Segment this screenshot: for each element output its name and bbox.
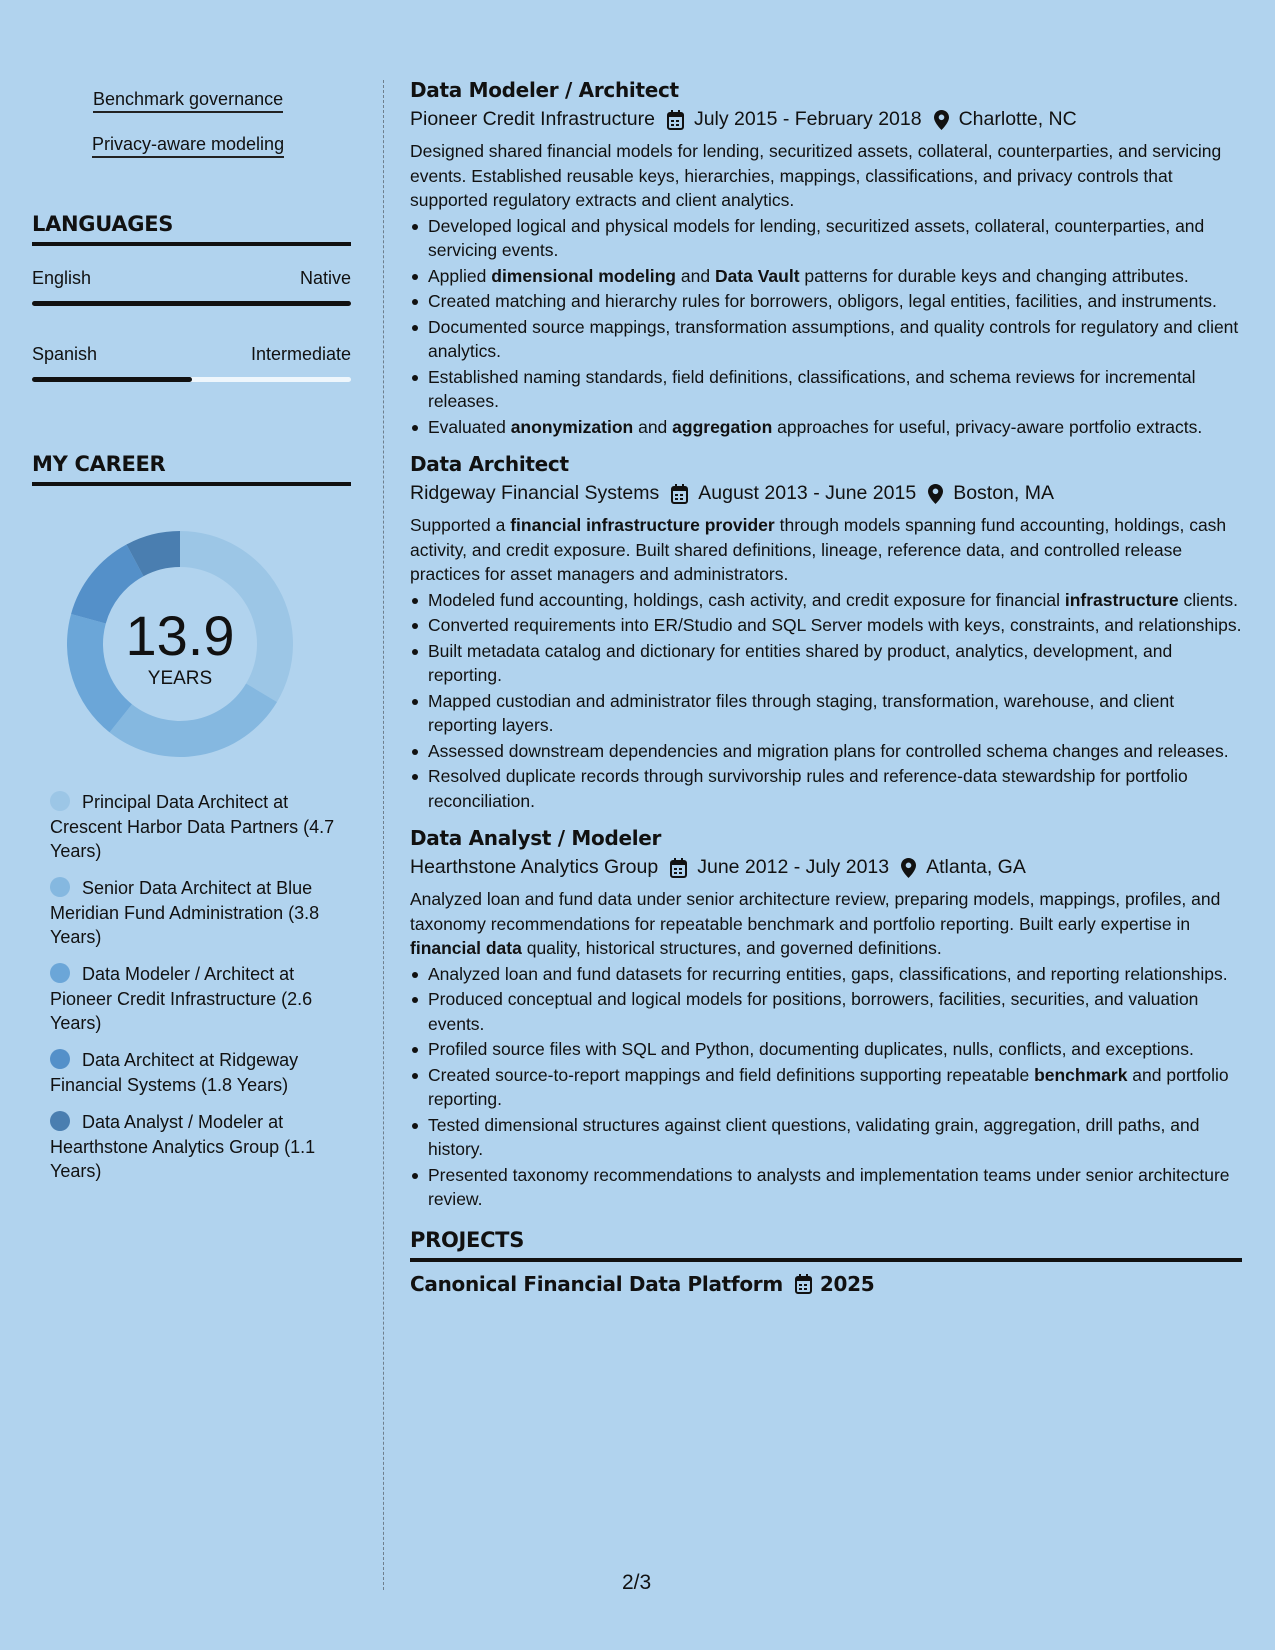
job-company: Ridgeway Financial Systems [410, 482, 660, 504]
job-bullet: Documented source mappings, transformation assumptions, and quality controls for regulatory and client analytics. [410, 315, 1242, 364]
career-legend-item [50, 1110, 340, 1184]
job-bullet: Mapped custodian and administrator files through staging, transformation, warehouse, and client reporting layers. [410, 689, 1242, 738]
job-bullet: Presented taxonomy recommendations to analysts and implementation teams under senior architecture review. [410, 1163, 1242, 1212]
job-location: Charlotte, NC [958, 108, 1077, 130]
career-legend-item [50, 790, 340, 864]
skill-tag: Benchmark governance [93, 89, 283, 113]
job-title: Data Architect [410, 452, 569, 476]
job-dates: August 2013 - June 2015 [698, 482, 917, 504]
legend-dot [50, 963, 70, 983]
projects-heading: PROJECTS [410, 1227, 525, 1252]
legend-label: Data Architect at Ridgeway Financial Systems (1.8 Years) [50, 1050, 299, 1095]
job-bullet: Tested dimensional structures against client questions, validating grain, aggregation, drill paths, and history. [410, 1113, 1242, 1162]
language-item [32, 344, 351, 382]
career-legend-item [50, 876, 340, 950]
project-item [410, 1272, 1242, 1296]
language-proficiency-fill [32, 301, 351, 306]
job-bullets [410, 962, 1242, 1212]
career-section [32, 452, 351, 486]
career-rule [32, 482, 351, 486]
career-total-years: 13.9 [125, 604, 235, 667]
projects-rule [410, 1258, 1242, 1262]
calendar-icon [670, 858, 687, 878]
career-heading: MY CAREER [32, 452, 166, 476]
map-pin-icon [934, 110, 949, 130]
language-proficiency-bar [32, 301, 351, 306]
calendar-icon [667, 110, 684, 130]
job-description: Analyzed loan and fund data under senior architecture review, preparing models, mappings, profiles, and taxonomy recommendations for repeatable benchmark and portfolio reporting. Built early expertise in financial data quality, historical structures, and governed definitions. [410, 889, 1221, 958]
job-entry [410, 78, 1242, 439]
donut-segment [67, 614, 132, 732]
map-pin-icon [901, 858, 916, 878]
career-legend-item [50, 1048, 340, 1097]
job-title: Data Modeler / Architect [410, 78, 679, 102]
job-description: Designed shared financial models for lending, securitized assets, collateral, counterparties, and servicing events. Established reusable keys, hierarchies, mappings, classifications, and privacy controls that supported regulatory extracts and client analytics. [410, 141, 1222, 210]
job-entry [410, 826, 1242, 1212]
language-item [32, 268, 351, 306]
job-title: Data Analyst / Modeler [410, 826, 662, 850]
language-proficiency-bar [32, 377, 351, 382]
language-name: English [32, 268, 92, 288]
language-level: Intermediate [250, 344, 351, 364]
legend-label: Senior Data Architect at Blue Meridian Fund Administration (3.8 Years) [50, 878, 320, 947]
calendar-icon [671, 484, 688, 504]
map-pin-icon [928, 484, 943, 504]
career-years-label: YEARS [147, 668, 213, 689]
career-legend-item [50, 962, 340, 1036]
job-bullet: Resolved duplicate records through survivorship rules and reference-data stewardship for portfolio reconciliation. [410, 764, 1242, 813]
experience-column [410, 78, 1242, 1296]
project-year: 2025 [819, 1271, 875, 1296]
job-company: Hearthstone Analytics Group [410, 856, 659, 878]
job-location: Boston, MA [953, 482, 1054, 504]
job-bullet: Produced conceptual and logical models for positions, borrowers, facilities, securities, and valuation events. [410, 987, 1242, 1036]
skill-tag: Privacy-aware modeling [92, 134, 284, 158]
job-meta [410, 856, 1242, 879]
legend-label: Principal Data Architect at Crescent Harbor Data Partners (4.7 Years) [50, 792, 335, 861]
page-number: 2/3 [622, 1571, 652, 1594]
job-bullets [410, 214, 1242, 440]
job-bullet: Created source-to-report mappings and field definitions supporting repeatable benchmark and portfolio reporting. [410, 1063, 1242, 1112]
job-company: Pioneer Credit Infrastructure [410, 108, 655, 130]
projects-section [410, 1228, 1242, 1296]
job-location: Atlanta, GA [926, 856, 1026, 878]
language-proficiency-fill [32, 377, 192, 382]
job-bullets [410, 588, 1242, 814]
donut-segment [110, 683, 277, 757]
job-dates: July 2015 - February 2018 [693, 108, 922, 130]
calendar-icon [795, 1274, 812, 1294]
column-divider [383, 80, 384, 1590]
legend-label: Data Analyst / Modeler at Hearthstone Analytics Group (1.1 Years) [50, 1112, 316, 1181]
job-bullet: Converted requirements into ER/Studio and SQL Server models with keys, constraints, and relationships. [410, 613, 1242, 638]
job-bullet: Developed logical and physical models for lending, securitized assets, collateral, counterparties, and servicing events. [410, 214, 1242, 263]
job-bullet: Analyzed loan and fund datasets for recurring entities, gaps, classifications, and reporting relationships. [410, 962, 1242, 987]
legend-dot [50, 877, 70, 897]
language-name: Spanish [32, 344, 98, 364]
career-donut-chart [67, 531, 293, 757]
legend-label: Data Modeler / Architect at Pioneer Credit Infrastructure (2.6 Years) [50, 964, 313, 1033]
job-description: Supported a financial infrastructure provider through models spanning fund accounting, holdings, cash activity, and credit exposure. Built shared definitions, lineage, reference data, and controlled release practices for asset managers and administrators. [410, 515, 1227, 584]
job-dates: June 2012 - July 2013 [697, 856, 890, 878]
job-bullet: Evaluated anonymization and aggregation approaches for useful, privacy-aware portfolio extracts. [410, 415, 1242, 440]
language-level: Native [299, 268, 351, 288]
job-bullet: Applied dimensional modeling and Data Vault patterns for durable keys and changing attributes. [410, 264, 1242, 289]
job-bullet: Established naming standards, field definitions, classifications, and schema reviews for incremental releases. [410, 365, 1242, 414]
job-bullet: Modeled fund accounting, holdings, cash activity, and credit exposure for financial infrastructure clients. [410, 588, 1242, 613]
languages-section [32, 212, 351, 382]
languages-heading: LANGUAGES [32, 212, 174, 236]
project-name: Canonical Financial Data Platform [410, 1271, 783, 1296]
job-bullet: Assessed downstream dependencies and migration plans for controlled schema changes and releases. [410, 739, 1242, 764]
job-meta [410, 108, 1242, 131]
legend-dot [50, 791, 70, 811]
job-meta [410, 482, 1242, 505]
job-bullet: Created matching and hierarchy rules for borrowers, obligors, legal entities, facilities, and instruments. [410, 289, 1242, 314]
job-entry [410, 452, 1242, 813]
job-bullet: Built metadata catalog and dictionary for entities shared by product, analytics, development, and reporting. [410, 639, 1242, 688]
languages-rule [32, 242, 351, 246]
legend-dot [50, 1111, 70, 1131]
legend-dot [50, 1049, 70, 1069]
job-bullet: Profiled source files with SQL and Python, documenting duplicates, nulls, conflicts, and exceptions. [410, 1037, 1242, 1062]
